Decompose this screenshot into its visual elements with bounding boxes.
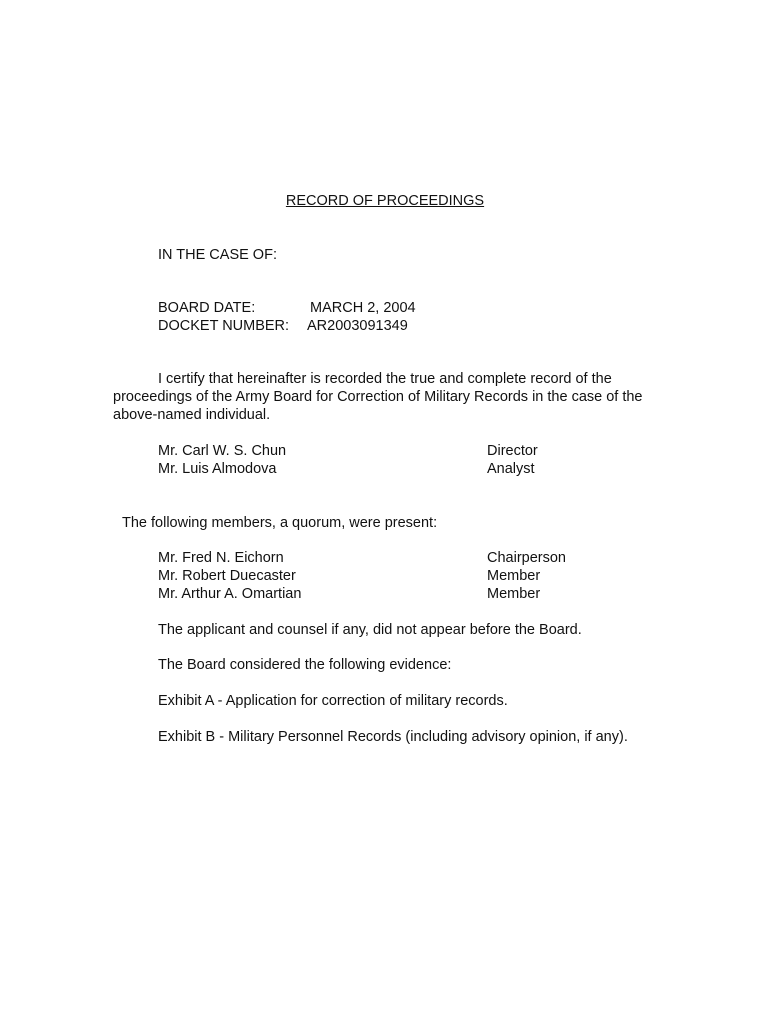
quorum-statement: The following members, a quorum, were present:: [122, 515, 438, 531]
board-date-label: BOARD DATE:: [158, 300, 256, 316]
case-label: IN THE CASE OF:: [158, 247, 277, 263]
docket-number-label: DOCKET NUMBER:: [158, 318, 290, 334]
staff-role-analyst: Analyst: [487, 461, 535, 477]
certification-paragraph: I certify that hereinafter is recorded the true and complete record of the proceedings of the Army Board for Correction of Military Records in the case of the above-named individual.: [113, 371, 643, 423]
evidence-intro: The Board considered the following evidence:: [158, 657, 452, 673]
member-role-2: Member: [487, 568, 541, 584]
exhibit-b: Exhibit B - Military Personnel Records (including advisory opinion, if any).: [158, 729, 628, 745]
exhibit-a: Exhibit A - Application for correction of military records.: [158, 693, 508, 709]
member-name-3: Mr. Arthur A. Omartian: [158, 586, 302, 602]
staff-name-analyst: Mr. Luis Almodova: [158, 461, 277, 477]
appearance-statement: The applicant and counsel if any, did not appear before the Board.: [158, 622, 582, 638]
member-name-2: Mr. Robert Duecaster: [158, 568, 296, 584]
member-role-chairperson: Chairperson: [487, 550, 566, 566]
board-date-value: MARCH 2, 2004: [310, 300, 416, 316]
docket-number-value: AR2003091349: [307, 318, 408, 334]
staff-role-director: Director: [487, 443, 538, 459]
document-title: RECORD OF PROCEEDINGS: [285, 193, 485, 209]
staff-name-director: Mr. Carl W. S. Chun: [158, 443, 287, 459]
member-role-3: Member: [487, 586, 541, 602]
member-name-chairperson: Mr. Fred N. Eichorn: [158, 550, 284, 566]
